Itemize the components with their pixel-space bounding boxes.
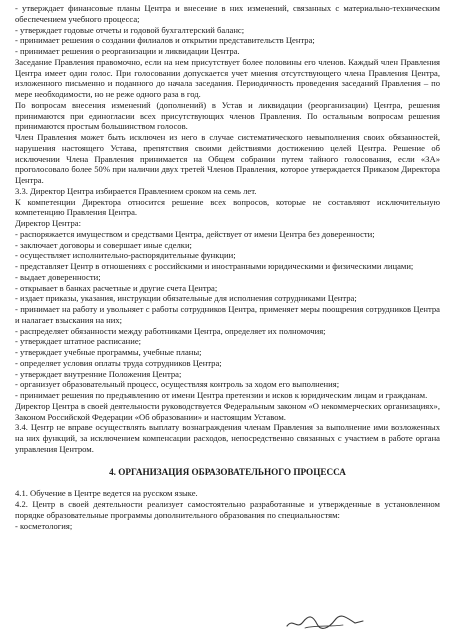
signature-stroke [305, 625, 343, 628]
signature-stroke [287, 616, 363, 628]
list-item: - принимает решения по предъявлению от имени Центра претензии и исков к юридическим лицам и гражданам. [15, 390, 428, 400]
list-item: - представляет Центр в отношениях с российскими и иностранными юридическими и физическими лицами; [15, 261, 414, 271]
list-item: - определяет условия оплаты труда сотрудников Центра; [15, 357, 222, 368]
paragraph-annual-reports: - утверждает годовые отчеты и годовой бухгалтерский баланс; [15, 24, 245, 35]
paragraph-compensation: 3.4. Центр не вправе осуществлять выплату вознаграждения членам Правления за выполнение ими возложенных на них функций, за исключением компенсации расходов, непосредственно связанных с участием в работе органа управления Центром. [15, 422, 440, 454]
paragraph-director-guidance: Директор Центра в своей деятельности руководствуется Федеральным законом «О некоммерческих организациях», Законом Российской Федерации «Об образовании» и настоящим Уставом. [15, 400, 440, 422]
paragraph-director-election: 3.3. Директор Центра избирается Правлением сроком на семь лет. [15, 185, 257, 196]
list-item: - открывает в банках расчетные и другие счета Центра; [15, 282, 218, 293]
list-item: - организует образовательный процесс, осуществляя контроль за ходом его выполнения; [15, 379, 340, 390]
list-item: - распоряжается имуществом и средствами Центра, действует от имени Центра без доверенности; [15, 228, 375, 239]
paragraph-director-label: Директор Центра: [15, 218, 81, 228]
paragraph-language: 4.1. Обучение в Центре ведется на русском языке. [15, 488, 198, 499]
paragraph-finance-plans: - утверждает финансовые планы Центра и внесение в них изменений, связанных с материально-техническим обеспечением учебного процесса; [15, 3, 440, 24]
list-item: - утверждает внутренние Положения Центра; [15, 368, 182, 379]
paragraph-board-exclusion: Член Правления может быть исключен из него в случае систематического невыполнения своих обязанностей, нарушения настоящего Устава, препятствия своими действиями достижению целей Центра. Решение об исключении Члена Правления принимается на Общем собрании путем тайного голосования, если «ЗА» проголосовало более 50% при наличии двух третей Членов Правления, которое утверждается Приказом Директора Центра. [15, 132, 440, 185]
paragraph-reorganization: - принимает решения о реорганизации и ликвидации Центра. [15, 46, 240, 56]
list-item: - утверждает учебные программы, учебные планы; [15, 347, 202, 357]
list-item: - выдает доверенности; [15, 271, 101, 282]
paragraph-programs: 4.2. Центр в своей деятельности реализует самостоятельно разработанные и утвержденные в установленном порядке образовательные программы дополнительного образования по специальностям: [15, 499, 440, 520]
list-item: - распределяет обязанности между работниками Центра, определяет их полномочия; [15, 325, 326, 336]
list-item: - косметология; [15, 520, 73, 531]
section-heading: 4. ОРГАНИЗАЦИЯ ОБРАЗОВАТЕЛЬНОГО ПРОЦЕССА [109, 466, 346, 477]
list-item: - осуществляет исполнительно-распорядительные функции; [15, 250, 236, 261]
paragraph-director-competence: К компетенции Директора относится решение всех вопросов, которые не составляют исключительную компетенцию Правления Центра. [15, 196, 440, 218]
list-item: - заключает договоры и совершает иные сделки; [15, 239, 192, 250]
paragraph-board-meeting: Заседание Правления правомочно, если на нем присутствует более половины его членов. Каждый член Правления Центра имеет один голос. При голосовании допускается учет мнения отсутствующего члена Правления Центра, изложенного письменно и поданного до начала заседания. Периодичность проведения заседаний Правления – по мере необходимости, но не реже одного раза в год. [15, 56, 440, 99]
list-item: - утверждает штатное расписание; [15, 336, 142, 347]
paragraph-charter-amendments: По вопросам внесения изменений (дополнений) в Устав и ликвидации (реорганизации) Центра, решения принимаются при единогласии всех присутствующих членов Правления. По остальным вопросам решения принимаются простым большинством голосов. [15, 99, 440, 132]
paragraph-branches: - принимает решения о создании филиалов и открытии представительств Центра; [15, 35, 315, 46]
list-item: - издает приказы, указания, инструкции обязательные для исполнения сотрудниками Центра; [15, 293, 357, 304]
list-item: - принимает на работу и увольняет с работы сотрудников Центра, применяет меры поощрения сотрудников Центра и налагает взыскания на них; [15, 304, 440, 325]
handwritten-signature [285, 612, 365, 632]
